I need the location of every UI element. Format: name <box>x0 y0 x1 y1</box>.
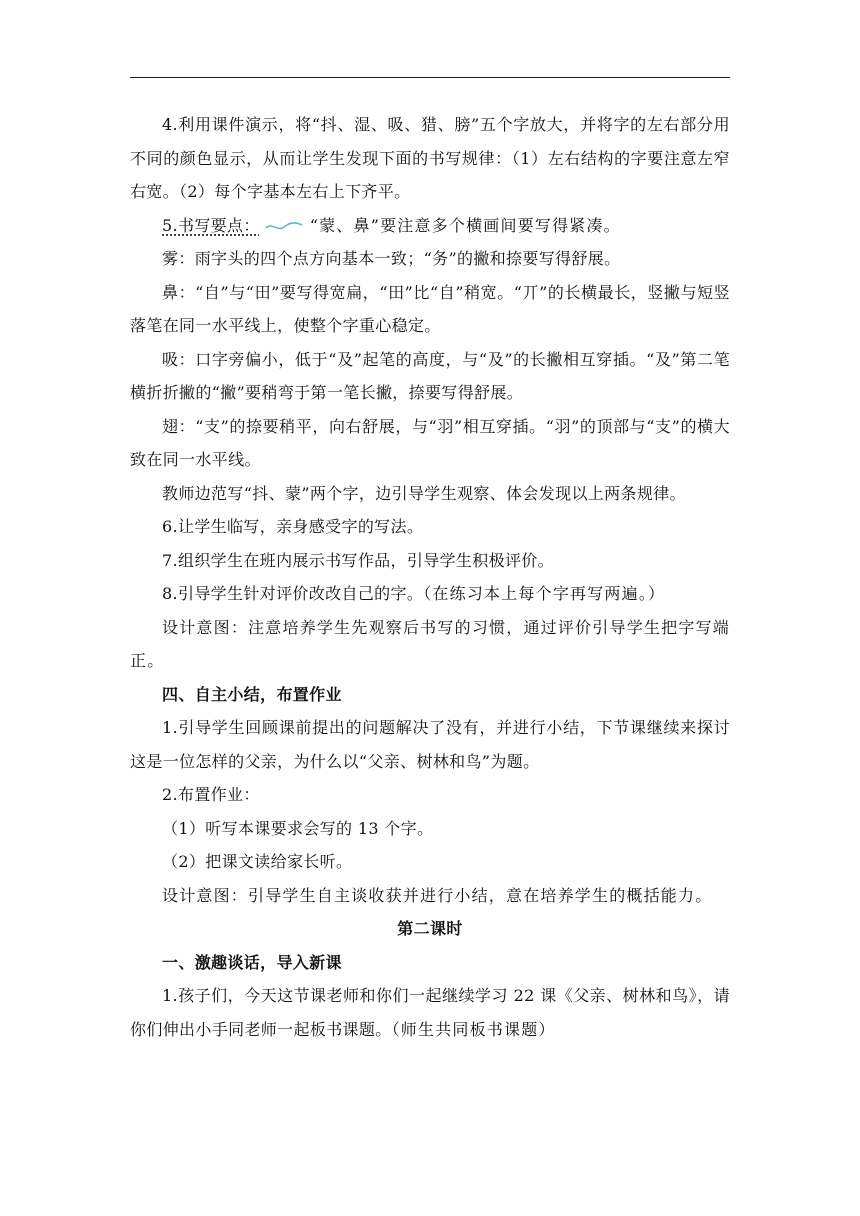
section-heading-4: 四、自主小结，布置作业 <box>162 684 342 704</box>
paragraph-xi: 吸：口字旁偏小，低于“及”起笔的高度，与“及”的长撇相互穿插。“及”第二笔横折折撇的“撇”要稍弯于第一笔长撇，捺要写得舒展。 <box>130 349 730 402</box>
paragraph-teacher-demo: 教师边范写“抖、蒙”两个字，边引导学生观察、体会发现以上两条规律。 <box>162 483 686 503</box>
step-8-text: 8.引导学生针对评价改改自己的字。 <box>162 584 424 603</box>
writing-points-text: “蒙、鼻”要注意多个横画间要写得紧凑。 <box>309 215 621 235</box>
paragraph-step-4: 4.利用课件演示，将“抖、湿、吸、猎、膀”五个字放大，并将字的左右部分用不同的颜色显示，从而让学生发现下面的书写规律：（1）左右结构的字要注意左窄右宽。（2）每个字基本左右上下齐平。 <box>130 115 730 201</box>
paragraph-summary-1: 1.引导学生回顾课前提出的问题解决了没有，并进行小结，下节课继续来探讨这是一位怎样的父亲，为什么以“父亲、树林和鸟”为题。 <box>130 718 730 771</box>
paragraph-homework: 2.布置作业： <box>162 785 260 804</box>
paragraph-step-6: 6.让学生临写，亲身感受字的写法。 <box>162 517 424 536</box>
document-body <box>130 108 730 1046</box>
homework-item-1: （1）听写本课要求会写的 13 个字。 <box>162 818 434 838</box>
paragraph-step-8 <box>130 577 730 611</box>
intro-text: 1.孩子们，今天这节课老师和你们一起继续学习 22 课《父亲、树林和鸟》，请你们伸出小手同老师一起板书课题。 <box>130 986 730 1039</box>
lesson-2-title: 第二课时 <box>397 919 463 938</box>
homework-item-2: （2）把课文读给家长听。 <box>162 852 353 871</box>
paragraph-wu: 雾：雨字头的四个点方向基本一致；“务”的撇和捺要写得舒展。 <box>162 249 621 268</box>
paragraph-chi: 翅：“支”的捺要稍平，向右舒展，与“羽”相互穿插。“羽”的顶部与“支”的横大致在同一水平线。 <box>130 416 730 469</box>
step-8-note: （在练习本上每个字再写两遍。） <box>423 584 666 603</box>
design-intent-2: 设计意图：引导学生自主谈收获并进行小结，意在培养学生的概括能力。 <box>162 885 713 905</box>
design-intent-1: 设计意图：注意培养学生先观察后书写的习惯，通过评价引导学生把字写端正。 <box>130 617 730 670</box>
paragraph-step-7: 7.组织学生在班内展示书写作品，引导学生积极评价。 <box>162 550 555 570</box>
header-rule <box>130 77 730 78</box>
writing-points-label: 5.书写要点： <box>162 215 260 235</box>
section-heading-1: 一、激趣谈话，导入新课 <box>162 952 342 972</box>
paragraph-bi: 鼻：“自”与“田”要写得宽扁，“田”比“自”稍宽。“丌”的长横最长，竖撇与短竖落笔在同一水平线上，使整个字重心稳定。 <box>130 282 730 335</box>
wave-mark-icon <box>264 219 304 233</box>
paragraph-step-5 <box>130 209 730 243</box>
intro-note: （师生共同板书课题） <box>391 1019 556 1039</box>
paragraph-intro-1 <box>130 979 730 1046</box>
